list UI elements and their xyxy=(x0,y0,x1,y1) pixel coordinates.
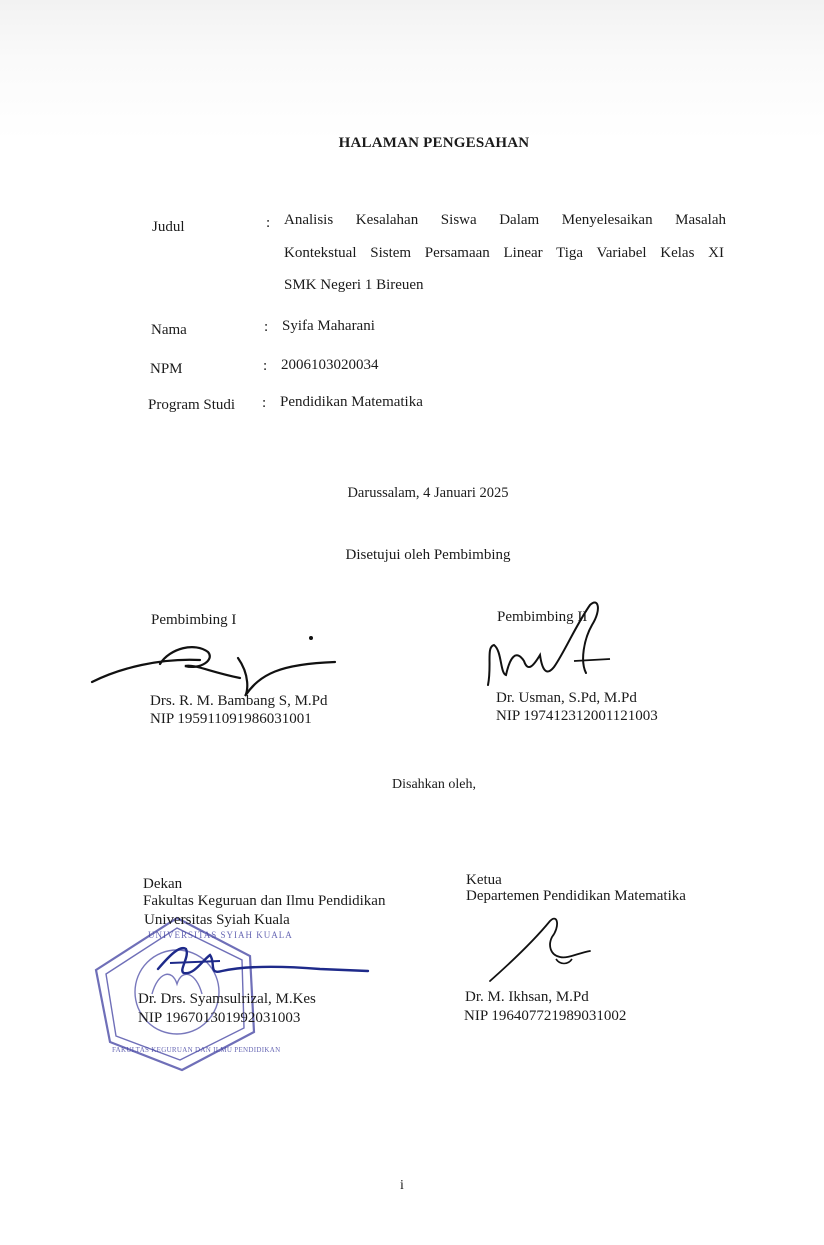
chair-role: Ketua xyxy=(466,872,502,888)
judul-line-3: SMK Negeri 1 Bireuen xyxy=(284,277,424,293)
prodi-colon: : xyxy=(262,395,267,411)
npm-value: 2006103020034 xyxy=(281,357,379,373)
chair-signature xyxy=(488,915,598,985)
prodi-label: Program Studi xyxy=(148,397,236,413)
nama-value: Syifa Maharani xyxy=(282,318,375,334)
approved-by: Disetujui oleh Pembimbing xyxy=(345,547,511,563)
dean-university: Universitas Syiah Kuala xyxy=(144,912,290,928)
advisor1-signature xyxy=(90,630,340,700)
advisor2-nip: NIP 197412312001121003 xyxy=(496,708,658,724)
judul-colon: : xyxy=(266,215,271,231)
prodi-value: Pendidikan Matematika xyxy=(280,394,423,410)
advisor1-role: Pembimbing I xyxy=(151,612,237,628)
nama-label: Nama xyxy=(151,322,187,338)
place-date: Darussalam, 4 Januari 2025 xyxy=(347,485,509,501)
advisor1-name: Drs. R. M. Bambang S, M.Pd xyxy=(150,693,328,709)
judul-line-1: Analisis Kesalahan Siswa Dalam Menyelesaikan Masalah xyxy=(284,212,726,228)
judul-label: Judul xyxy=(152,219,185,235)
chair-department: Departemen Pendidikan Matematika xyxy=(466,888,686,904)
dean-signature xyxy=(150,935,380,995)
npm-label: NPM xyxy=(150,361,183,377)
advisor2-role: Pembimbing II xyxy=(497,609,588,625)
nama-colon: : xyxy=(264,319,269,335)
judul-line-2: Kontekstual Sistem Persamaan Linear Tiga Variabel Kelas XI xyxy=(284,245,724,261)
stamp-text-top: UNIVERSITAS SYIAH KUALA xyxy=(148,930,293,940)
chair-name: Dr. M. Ikhsan, M.Pd xyxy=(465,989,589,1005)
npm-colon: : xyxy=(263,358,268,374)
advisor1-nip: NIP 195911091986031001 xyxy=(150,711,312,727)
chair-nip: NIP 196407721989031002 xyxy=(464,1008,627,1024)
dean-faculty: Fakultas Keguruan dan Ilmu Pendidikan xyxy=(143,893,386,909)
dean-role: Dekan xyxy=(143,876,183,892)
page-number: i xyxy=(400,1178,404,1193)
advisor2-name: Dr. Usman, S.Pd, M.Pd xyxy=(496,690,637,706)
dean-nip: NIP 196701301992031003 xyxy=(138,1010,301,1026)
ratified-by: Disahkan oleh, xyxy=(392,777,476,792)
dean-name: Dr. Drs. Syamsulrizal, M.Kes xyxy=(138,991,316,1007)
stamp-text-bottom: FAKULTAS KEGURUAN DAN ILMU PENDIDIKAN xyxy=(112,1046,281,1054)
page-title: HALAMAN PENGESAHAN xyxy=(338,135,530,151)
advisor2-signature xyxy=(480,595,620,705)
